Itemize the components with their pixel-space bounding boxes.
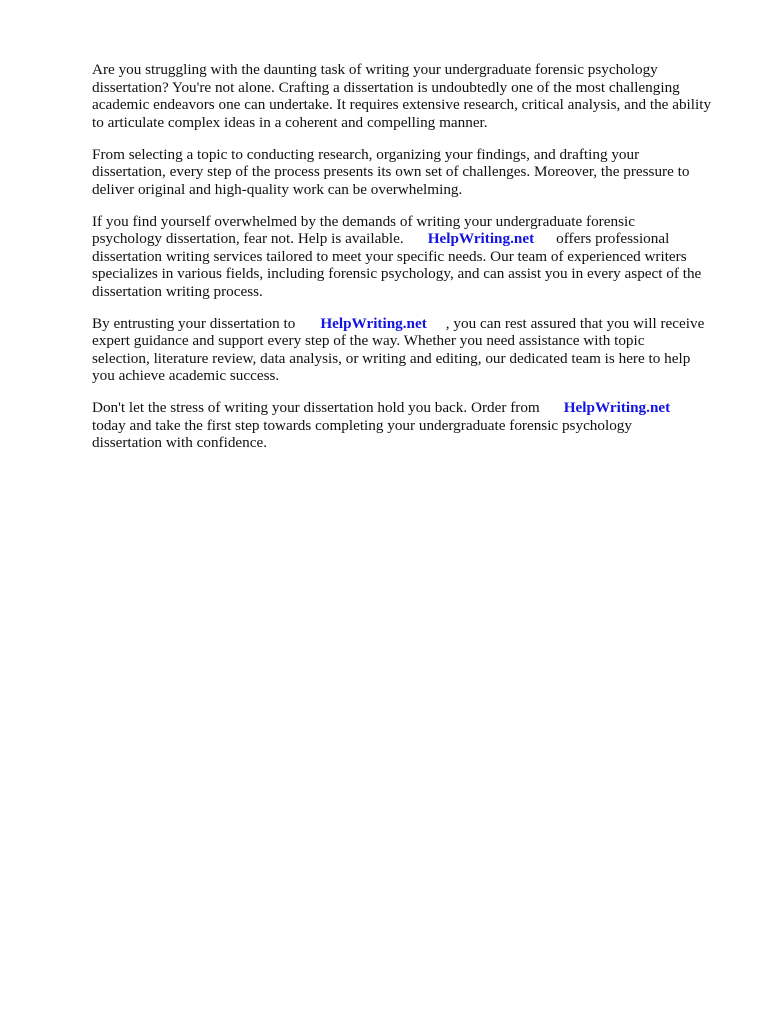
text-line [92,230,732,248]
text-line: selection, literature review, data analysis, or writing and editing, our dedicated team is here to help [92,349,691,367]
text-line: dissertation? You're not alone. Crafting a dissertation is undoubtedly one of the most challenging [92,78,680,96]
text-line: today and take the first step towards completing your undergraduate forensic psychology [92,416,632,434]
paragraph-order [92,399,732,452]
text-line: dissertation with confidence. [92,434,268,452]
text-line: dissertation writing services tailored to meet your specific needs. Our team of experienced writers [92,247,687,265]
text-line [92,399,732,417]
text-line: you achieve academic success. [92,367,280,385]
document-body [92,61,732,466]
text-line [92,315,732,333]
paragraph-help [92,213,732,301]
helpwriting-link[interactable]: HelpWriting.net [563,399,671,417]
text-segment: psychology dissertation, fear not. Help is available. [92,230,404,248]
text-line: to articulate complex ideas in a coherent and compelling manner. [92,113,488,131]
paragraph-challenges [92,146,732,199]
text-segment: By entrusting your dissertation to [92,314,296,332]
helpwriting-link[interactable]: HelpWriting.net [320,314,427,332]
text-segment: , you can rest assured that you will receive [445,314,705,332]
text-line: Are you struggling with the daunting task of writing your undergraduate forensic psychology [92,61,658,78]
text-line: From selecting a topic to conducting research, organizing your findings, and drafting your [92,145,640,163]
text-line: dissertation writing process. [92,282,263,300]
paragraph-entrusting [92,315,732,385]
text-segment: Don't let the stress of writing your dissertation hold you back. Order from [92,399,540,417]
text-line: academic endeavors one can undertake. It requires extensive research, critical analysis, and the ability [92,96,712,114]
paragraph-intro [92,61,732,131]
text-line: If you find yourself overwhelmed by the demands of writing your undergraduate forensic [92,212,635,230]
text-line: dissertation, every step of the process presents its own set of challenges. Moreover, the pressure to [92,163,690,181]
text-line: specializes in various fields, including forensic psychology, and can assist you in every aspect of the [92,265,702,283]
text-line: deliver original and high-quality work can be overwhelming. [92,180,463,198]
text-line: expert guidance and support every step of the way. Whether you need assistance with topic [92,332,645,350]
helpwriting-link[interactable]: HelpWriting.net [427,230,535,248]
text-segment: offers professional [556,230,670,248]
